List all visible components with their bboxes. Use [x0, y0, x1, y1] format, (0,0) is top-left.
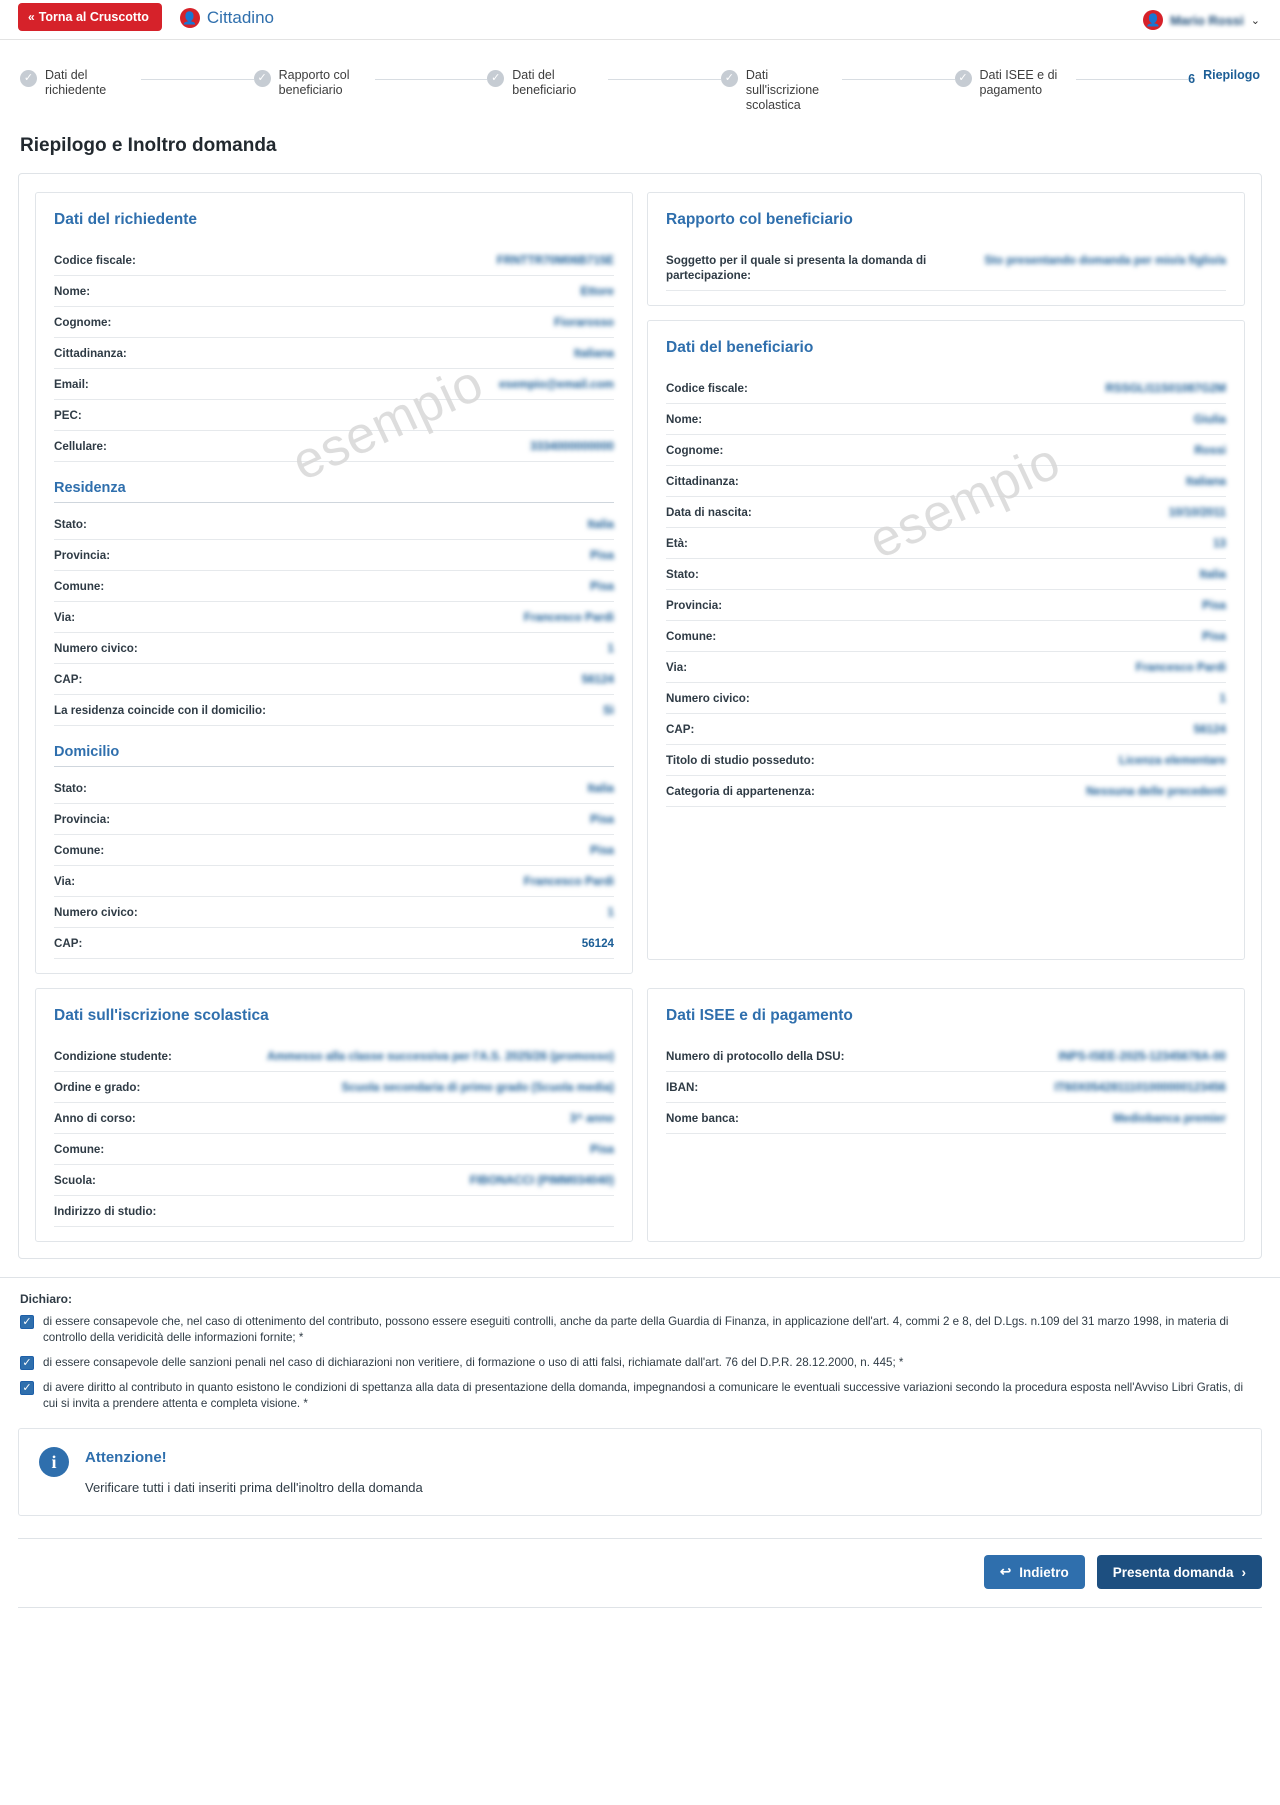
field-value: Scuola secondaria di primo grado (Scuola media) — [341, 1081, 614, 1094]
step-label: Dati del richiedente — [45, 68, 107, 97]
step-label: Rapporto col beneficiario — [278, 68, 350, 97]
field-label: Nome: — [666, 413, 703, 426]
field-beneficiario-stato — [666, 559, 1226, 590]
panel-dati-richiedente — [35, 192, 633, 974]
panel-title: Dati del beneficiario — [666, 339, 814, 356]
step-number: 6 — [1188, 72, 1196, 86]
app-brand-label: Cittadino — [206, 7, 274, 27]
right-column — [647, 192, 1245, 974]
attention-box — [18, 1428, 1262, 1516]
declaration-checkbox-1[interactable]: ✓ — [20, 1315, 34, 1329]
progress-stepper — [0, 40, 1280, 113]
field-anno-corso — [54, 1103, 614, 1134]
declaration-item-2 — [20, 1355, 1260, 1371]
field-domicilio-numero-civico — [54, 897, 614, 928]
field-label: Comune: — [54, 844, 105, 857]
step-rapporto-beneficiario[interactable] — [254, 68, 375, 98]
field-label: Numero di protocollo della DSU: — [666, 1050, 845, 1063]
declaration-text: di avere diritto al contributo in quanto esistono le condizioni di spettanza alla data di presentazione della domanda, impegnandosi a comunicare le eventuali successive variazioni secondo la procedura esposta nell'Avviso Libri Gratis, di cui si invita a prendere attenta e completa visione. * — [43, 1381, 1244, 1410]
field-label: Cittadinanza: — [666, 475, 739, 488]
summary-bottom-grid — [35, 988, 1245, 1242]
watermark-esempio: esempio — [283, 353, 493, 493]
field-beneficiario-via — [666, 652, 1226, 683]
step-connector — [141, 79, 254, 80]
field-iscrizione-comune — [54, 1134, 614, 1165]
panel-title: Dati del richiedente — [54, 211, 197, 228]
field-value: esempio@email.com — [498, 378, 614, 391]
field-value: 1 — [1219, 692, 1226, 705]
field-value: IT60X0542811101000000123456 — [1054, 1081, 1226, 1094]
panel-title: Dati ISEE e di pagamento — [666, 1007, 853, 1024]
back-to-dashboard-label: Torna al Cruscotto — [38, 9, 149, 24]
step-dati-beneficiario[interactable] — [487, 68, 608, 98]
field-residenza-stato — [54, 509, 614, 540]
field-cittadinanza — [54, 338, 614, 369]
field-label: Data di nascita: — [666, 506, 752, 519]
field-value: 3^ anno — [569, 1112, 614, 1125]
field-value: Ammesso alla classe successiva per l'A.S. 2025/26 (promosso) — [267, 1050, 614, 1063]
field-value: Pisa — [1202, 599, 1226, 612]
field-label: Comune: — [54, 1143, 105, 1156]
step-connector — [608, 79, 721, 80]
declaration-item-3 — [20, 1380, 1260, 1412]
field-value: 3334000000000 — [530, 440, 614, 453]
field-label: IBAN: — [666, 1081, 699, 1094]
field-email — [54, 369, 614, 400]
back-arrow-icon: ↩ — [999, 1564, 1012, 1579]
field-iban — [666, 1072, 1226, 1103]
field-value: INPS-ISEE-2025-12345678A-00 — [1058, 1050, 1226, 1063]
section-domicilio-title: Domicilio — [54, 744, 614, 767]
field-label: Anno di corso: — [54, 1112, 136, 1125]
step-connector — [842, 79, 955, 80]
field-protocollo-dsu — [666, 1041, 1226, 1072]
field-label: Codice fiscale: — [54, 254, 136, 267]
step-check-icon: ✓ — [254, 70, 271, 87]
step-dati-richiedente[interactable] — [20, 68, 141, 98]
field-value: Italiana — [1186, 475, 1226, 488]
declaration-text: di essere consapevole che, nel caso di ottenimento del contributo, possono essere eseguiti controlli, anche da parte della Guardia di Finanza, in applicazione dell'art. 4, commi 2 e 8, del D.Lgs. n.109 del 31 marzo 1998, in materia di controllo della veridicità delle informazioni fornite; * — [43, 1315, 1229, 1344]
field-label: Provincia: — [54, 549, 111, 562]
field-value: Pisa — [590, 580, 614, 593]
field-value: Italiana — [574, 347, 614, 360]
field-domicilio-provincia — [54, 804, 614, 835]
field-label: La residenza coincide con il domicilio: — [54, 704, 266, 717]
field-label: Via: — [666, 661, 688, 674]
step-label: Dati sull'iscrizione scolastica — [745, 68, 820, 112]
field-label: Numero civico: — [54, 906, 138, 919]
step-check-icon: ✓ — [20, 70, 37, 87]
step-label: Riepilogo — [1203, 68, 1261, 82]
field-residenza-provincia — [54, 540, 614, 571]
step-connector — [1076, 79, 1189, 80]
field-value: Italia — [587, 782, 614, 795]
declaration-checkbox-3[interactable]: ✓ — [20, 1381, 34, 1395]
field-residenza-numero-civico — [54, 633, 614, 664]
field-label: Ordine e grado: — [54, 1081, 141, 1094]
field-label: Comune: — [54, 580, 105, 593]
back-button-label: Indietro — [1019, 1564, 1069, 1580]
declaration-checkbox-2[interactable]: ✓ — [20, 1356, 34, 1370]
field-value: Pisa — [590, 844, 614, 857]
field-label: Soggetto per il quale si presenta la domanda di partecipazione: — [666, 254, 927, 282]
field-residenza-comune — [54, 571, 614, 602]
field-residenza-cap — [54, 664, 614, 695]
field-label: Stato: — [54, 782, 87, 795]
field-value: Rossi — [1194, 444, 1226, 457]
field-beneficiario-numero-civico — [666, 683, 1226, 714]
field-condizione-studente — [54, 1041, 614, 1072]
panel-dati-beneficiario — [647, 320, 1245, 960]
field-label: Stato: — [54, 518, 87, 531]
field-cellulare — [54, 431, 614, 462]
app-brand — [180, 8, 274, 28]
panel-rapporto-beneficiario — [647, 192, 1245, 306]
field-pec — [54, 400, 614, 431]
declaration-item-1 — [20, 1314, 1260, 1346]
field-value: Francesco Pardi — [523, 611, 614, 624]
watermark-esempio: esempio — [859, 431, 1069, 571]
page-title: Riepilogo e Inoltro domanda — [20, 135, 277, 156]
field-domicilio-comune — [54, 835, 614, 866]
field-beneficiario-nome — [666, 404, 1226, 435]
chevron-right-icon: › — [1241, 1564, 1246, 1580]
field-ordine-grado — [54, 1072, 614, 1103]
field-beneficiario-comune — [666, 621, 1226, 652]
chevron-down-icon: ⌄ — [1250, 14, 1260, 27]
field-value: Pisa — [590, 549, 614, 562]
field-value: Francesco Pardi — [1135, 661, 1226, 674]
field-beneficiario-provincia — [666, 590, 1226, 621]
panel-iscrizione-scolastica — [35, 988, 633, 1242]
field-label: Nome banca: — [666, 1112, 739, 1125]
field-label: Via: — [54, 875, 76, 888]
submit-application-button[interactable] — [1097, 1555, 1262, 1589]
field-value: 56124 — [1193, 723, 1226, 736]
attention-content — [85, 1447, 423, 1495]
field-value: 56124 — [581, 937, 614, 950]
field-indirizzo-studio — [54, 1196, 614, 1227]
field-value: Pisa — [590, 813, 614, 826]
field-label: Via: — [54, 611, 76, 624]
panel-title: Dati sull'iscrizione scolastica — [54, 1007, 269, 1024]
top-bar — [0, 0, 1280, 40]
field-label: Provincia: — [54, 813, 111, 826]
field-beneficiario-cap — [666, 714, 1226, 745]
declarations-section — [0, 1277, 1280, 1412]
field-value: Pisa — [590, 1143, 614, 1156]
panel-title: Rapporto col beneficiario — [666, 211, 853, 228]
field-label: Titolo di studio posseduto: — [666, 754, 815, 767]
field-beneficiario-eta — [666, 528, 1226, 559]
field-value: Sto presentando domanda per mio/a figlio/a — [984, 254, 1226, 267]
field-value: 56124 — [581, 673, 614, 686]
field-label: Indirizzo di studio: — [54, 1205, 157, 1218]
field-value: 13 — [1213, 537, 1226, 550]
field-nome — [54, 276, 614, 307]
attention-text: Verificare tutti i dati inseriti prima dell'inoltro della domanda — [85, 1480, 423, 1495]
field-value: Italia — [1199, 568, 1226, 581]
step-check-icon: ✓ — [955, 70, 972, 87]
field-value: RSSGLI11S01087G2M — [1105, 382, 1226, 395]
field-value: Francesco Pardi — [523, 875, 614, 888]
field-domicilio-cap — [54, 928, 614, 959]
field-beneficiario-cittadinanza — [666, 466, 1226, 497]
field-label: Scuola: — [54, 1174, 96, 1187]
section-residenza-title: Residenza — [54, 480, 614, 503]
footer-actions — [18, 1538, 1262, 1607]
step-label: Dati del beneficiario — [512, 68, 577, 97]
field-domicilio-stato — [54, 773, 614, 804]
user-name: Mario Rossi — [1170, 12, 1244, 28]
double-chevron-left-icon: « — [28, 9, 33, 24]
step-label: Dati ISEE e di pagamento — [979, 68, 1058, 97]
field-value: Licenza elementare — [1119, 754, 1226, 767]
step-connector — [375, 79, 488, 80]
field-codice-fiscale — [54, 245, 614, 276]
field-label: Comune: — [666, 630, 717, 643]
field-soggetto-domanda — [666, 245, 1226, 291]
panel-isee-pagamento — [647, 988, 1245, 1242]
summary-top-grid — [35, 192, 1245, 974]
field-value: 1 — [607, 642, 614, 655]
field-label: Stato: — [666, 568, 699, 581]
user-menu[interactable] — [1143, 10, 1260, 30]
field-nome-banca — [666, 1103, 1226, 1134]
citizen-icon: 👤 — [180, 8, 200, 28]
field-label: Età: — [666, 537, 688, 550]
field-label: Numero civico: — [54, 642, 138, 655]
field-beneficiario-titolo-studio — [666, 745, 1226, 776]
field-label: Cellulare: — [54, 440, 107, 453]
step-check-icon: ✓ — [721, 70, 738, 87]
field-label: Condizione studente: — [54, 1050, 172, 1063]
summary-card — [18, 173, 1262, 1259]
info-icon: i — [39, 1447, 69, 1477]
field-label: Codice fiscale: — [666, 382, 748, 395]
declarations-title: Dichiaro: — [20, 1292, 73, 1306]
field-value: Fiorarosso — [554, 316, 614, 329]
field-domicilio-via — [54, 866, 614, 897]
step-isee-pagamento[interactable] — [955, 68, 1076, 98]
field-label: CAP: — [54, 673, 83, 686]
field-residenza-via — [54, 602, 614, 633]
field-label: Numero civico: — [666, 692, 750, 705]
field-value: Sì — [603, 704, 614, 717]
field-value: Pisa — [1202, 630, 1226, 643]
field-label: Cognome: — [666, 444, 724, 457]
field-value: Nessuna delle precedenti — [1086, 785, 1226, 798]
back-button[interactable] — [984, 1555, 1085, 1589]
field-scuola — [54, 1165, 614, 1196]
field-beneficiario-codice-fiscale — [666, 373, 1226, 404]
field-beneficiario-data-nascita — [666, 497, 1226, 528]
field-value: Ettore — [580, 285, 614, 298]
attention-title: Attenzione! — [85, 1449, 167, 1466]
field-beneficiario-cognome — [666, 435, 1226, 466]
step-riepilogo[interactable] — [1188, 68, 1260, 88]
user-avatar-icon: 👤 — [1143, 10, 1163, 30]
footer-divider — [18, 1607, 1262, 1608]
field-beneficiario-categoria — [666, 776, 1226, 807]
back-to-dashboard-button[interactable] — [18, 3, 162, 31]
field-value: Giulia — [1193, 413, 1226, 426]
field-value: Mediobanca premier — [1113, 1112, 1226, 1125]
step-check-icon: ✓ — [487, 70, 504, 87]
field-label: Provincia: — [666, 599, 723, 612]
field-label: CAP: — [666, 723, 695, 736]
field-value: 1 — [607, 906, 614, 919]
field-residenza-coincide-domicilio — [54, 695, 614, 726]
field-label: Categoria di appartenenza: — [666, 785, 815, 798]
field-label: Nome: — [54, 285, 91, 298]
declaration-text: di essere consapevole delle sanzioni penali nel caso di dichiarazioni non veritiere, di formazione o uso di atti falsi, richiamate dall'art. 76 del D.P.R. 28.12.2000, n. 445; * — [43, 1356, 904, 1369]
field-label: Email: — [54, 378, 89, 391]
submit-button-label: Presenta domanda — [1112, 1564, 1234, 1580]
step-iscrizione-scolastica[interactable] — [721, 68, 842, 113]
field-cognome — [54, 307, 614, 338]
field-value: 10/10/2011 — [1168, 506, 1226, 519]
field-value: FRNTTR70M06B715E — [496, 254, 614, 267]
field-label: PEC: — [54, 409, 82, 422]
field-value: FIBONACCI (PIMM034040) — [469, 1174, 614, 1187]
field-label: Cittadinanza: — [54, 347, 127, 360]
field-value: Italia — [587, 518, 614, 531]
field-label: CAP: — [54, 937, 83, 950]
field-label: Cognome: — [54, 316, 112, 329]
